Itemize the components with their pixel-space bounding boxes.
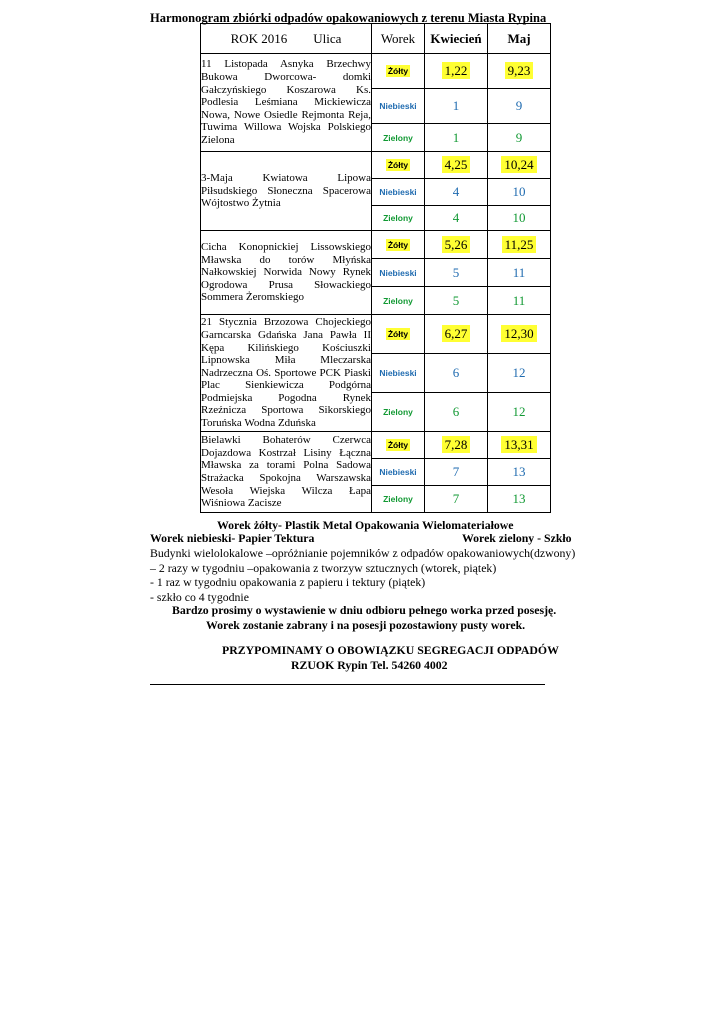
legend-blue: Worek niebieski- Papier Tektura bbox=[150, 531, 315, 545]
notes-intro: Budynki wielolokalowe –opróżnianie pojemników z odpadów opakowaniowych(dzwony) bbox=[150, 546, 576, 560]
may-dates: 10 bbox=[512, 210, 526, 225]
may-dates: 12 bbox=[512, 365, 526, 380]
legend-green: Worek zielony - Szkło bbox=[462, 531, 572, 545]
may-date-cell bbox=[488, 206, 551, 231]
bag-yellow-label: Żółty bbox=[387, 160, 409, 170]
may-dates: 12 bbox=[512, 404, 526, 419]
bag-cell bbox=[372, 179, 425, 206]
may-date-cell bbox=[488, 179, 551, 206]
april-date-cell bbox=[425, 432, 488, 459]
request-line-2: Worek zostanie zabrany i na posesji pozostawiony pusty worek. bbox=[206, 618, 526, 632]
document-title: Harmonogram zbiórki odpadów opakowaniowych z terenu Miasta Rypina bbox=[150, 11, 547, 25]
april-dates: 4,25 bbox=[442, 156, 471, 173]
bag-yellow-label: Żółty bbox=[387, 239, 409, 250]
table-row bbox=[201, 315, 551, 354]
may-date-cell bbox=[488, 89, 551, 124]
april-dates: 6 bbox=[452, 365, 460, 380]
may-date-cell bbox=[488, 231, 551, 259]
schedule-table bbox=[200, 23, 551, 513]
table-row bbox=[201, 231, 551, 259]
april-date-cell bbox=[425, 393, 488, 432]
request-line-1: Bardzo prosimy o wystawienie w dniu odbioru pełnego worka przed posesję. bbox=[172, 603, 557, 617]
bag-cell bbox=[372, 152, 425, 179]
bag-blue-label: Niebieski bbox=[379, 267, 417, 278]
may-dates: 9 bbox=[515, 129, 523, 145]
bag-yellow-label: Żółty bbox=[387, 329, 409, 339]
bag-yellow-label: Żółty bbox=[387, 440, 409, 450]
bag-cell bbox=[372, 354, 425, 393]
header-bag: Worek bbox=[372, 24, 425, 54]
bag-cell bbox=[372, 486, 425, 513]
bag-blue-label: Niebieski bbox=[379, 101, 417, 111]
may-date-cell bbox=[488, 393, 551, 432]
april-date-cell bbox=[425, 287, 488, 315]
street-list: Bielawki Bohaterów Czerwca Dojazdowa Kostrzał Lisiny Łączna Mławska za torami Polna Sadowa Strażacka Spokojna Warszawska Wesoła Wiejska Wilcza Łapa Wiśniowa Zacisze bbox=[201, 432, 372, 513]
bag-cell bbox=[372, 393, 425, 432]
notes-line-1: – 2 razy w tygodniu –opakowania z tworzyw sztucznych (wtorek, piątek) bbox=[150, 561, 497, 575]
header-street: Ulica bbox=[313, 30, 342, 46]
bag-blue-label: Niebieski bbox=[379, 467, 417, 477]
bag-green-label: Zielony bbox=[383, 213, 413, 223]
april-date-cell bbox=[425, 354, 488, 393]
april-date-cell bbox=[425, 231, 488, 259]
bag-green-label: Zielony bbox=[383, 295, 413, 306]
schedule-body bbox=[201, 54, 551, 513]
table-header-row bbox=[201, 24, 551, 54]
may-dates: 11 bbox=[512, 292, 526, 308]
april-dates: 1 bbox=[452, 129, 460, 145]
may-date-cell bbox=[488, 54, 551, 89]
bag-green-label: Zielony bbox=[383, 494, 413, 504]
bag-cell bbox=[372, 231, 425, 259]
header-year: ROK 2016 bbox=[230, 30, 288, 46]
bag-cell bbox=[372, 315, 425, 354]
bag-green-label: Zielony bbox=[383, 407, 413, 417]
may-date-cell bbox=[488, 124, 551, 152]
april-date-cell bbox=[425, 152, 488, 179]
may-date-cell bbox=[488, 152, 551, 179]
header-month-april: Kwiecień bbox=[425, 24, 488, 54]
may-dates: 10,24 bbox=[501, 156, 536, 173]
street-list: 3-Maja Kwiatowa Lipowa Piłsudskiego Słoneczna Spacerowa Wójtostwo Żytnia bbox=[201, 152, 372, 231]
bag-blue-label: Niebieski bbox=[379, 368, 417, 378]
bag-cell bbox=[372, 287, 425, 315]
april-dates: 7 bbox=[452, 491, 460, 506]
may-dates: 9,23 bbox=[505, 62, 534, 79]
legend-yellow: Worek żółty- Plastik Metal Opakowania Wielomateriałowe bbox=[217, 518, 514, 532]
header-year-street bbox=[201, 24, 372, 54]
may-dates: 12,30 bbox=[501, 325, 536, 342]
header-month-may: Maj bbox=[488, 24, 551, 54]
bag-cell bbox=[372, 89, 425, 124]
april-date-cell bbox=[425, 54, 488, 89]
bag-green-label: Zielony bbox=[383, 132, 413, 143]
bag-cell bbox=[372, 432, 425, 459]
april-date-cell bbox=[425, 89, 488, 124]
may-date-cell bbox=[488, 287, 551, 315]
table-row bbox=[201, 152, 551, 179]
april-dates: 4 bbox=[452, 210, 460, 225]
bag-cell bbox=[372, 124, 425, 152]
bag-cell bbox=[372, 54, 425, 89]
may-date-cell bbox=[488, 315, 551, 354]
may-dates: 13,31 bbox=[501, 436, 536, 453]
bag-cell bbox=[372, 459, 425, 486]
footer-contact: RZUOK Rypin Tel. 54260 4002 bbox=[291, 658, 448, 672]
april-date-cell bbox=[425, 315, 488, 354]
may-dates: 9 bbox=[515, 98, 523, 113]
april-date-cell bbox=[425, 486, 488, 513]
bag-cell bbox=[372, 259, 425, 287]
may-date-cell bbox=[488, 486, 551, 513]
street-list: Cicha Konopnickiej Lissowskiego Mławska do torów Młyńska Nałkowskiej Norwida Nowy Rynek Ogrodowa Prusa Słowackiego Sommera Żeromskiego bbox=[201, 231, 372, 315]
bag-yellow-label: Żółty bbox=[387, 66, 409, 76]
may-dates: 10 bbox=[512, 184, 526, 199]
april-dates: 1,22 bbox=[442, 62, 471, 79]
may-dates: 13 bbox=[512, 491, 526, 506]
may-date-cell bbox=[488, 354, 551, 393]
may-date-cell bbox=[488, 432, 551, 459]
april-date-cell bbox=[425, 124, 488, 152]
may-date-cell bbox=[488, 259, 551, 287]
april-date-cell bbox=[425, 179, 488, 206]
april-dates: 1 bbox=[452, 98, 460, 113]
notes-line-3: - szkło co 4 tygodnie bbox=[150, 590, 249, 604]
may-dates: 13 bbox=[512, 464, 526, 479]
april-date-cell bbox=[425, 259, 488, 287]
april-date-cell bbox=[425, 459, 488, 486]
footer-divider bbox=[150, 684, 545, 685]
bag-cell bbox=[372, 206, 425, 231]
notes-line-2: - 1 raz w tygodniu opakowania z papieru i tektury (piątek) bbox=[150, 575, 426, 589]
april-dates: 5 bbox=[452, 264, 460, 280]
may-dates: 11 bbox=[512, 264, 526, 280]
april-dates: 6,27 bbox=[442, 325, 471, 342]
april-dates: 7,28 bbox=[442, 436, 471, 453]
april-dates: 5 bbox=[452, 292, 460, 308]
may-date-cell bbox=[488, 459, 551, 486]
table-row bbox=[201, 432, 551, 459]
april-dates: 4 bbox=[452, 184, 460, 199]
footer-reminder: PRZYPOMINAMY O OBOWIĄZKU SEGREGACJI ODPADÓW bbox=[222, 643, 559, 657]
may-dates: 11,25 bbox=[502, 236, 537, 253]
april-dates: 5,26 bbox=[442, 236, 471, 253]
april-dates: 7 bbox=[452, 464, 460, 479]
table-row bbox=[201, 54, 551, 89]
street-list: 21 Stycznia Brzozowa Chojeckiego Garncarska Gdańska Jana Pawła II Kępa Kilińskiego Kościuszki Lipnowska Miła Mleczarska Nadrzeczna Oś. Sportowe PCK Piaski Plac Sienkiewicza Podgórna Podmiejska Pogodna Rynek Rzeźnicza Sportowa Sikorskiego Toruńska Wodna Zduńska bbox=[201, 315, 372, 432]
april-date-cell bbox=[425, 206, 488, 231]
bag-blue-label: Niebieski bbox=[379, 187, 417, 197]
street-list: 11 Listopada Asnyka Brzechwy Bukowa Dworcowa- domki Gałczyńskiego Koszarowa Ks. Podlesia Leśmiana Mickiewicza Nowa, Nowe Osiedle Rejmonta Reja, Tuwima Willowa Wojska Polskiego Zielona bbox=[201, 54, 372, 152]
april-dates: 6 bbox=[452, 404, 460, 419]
